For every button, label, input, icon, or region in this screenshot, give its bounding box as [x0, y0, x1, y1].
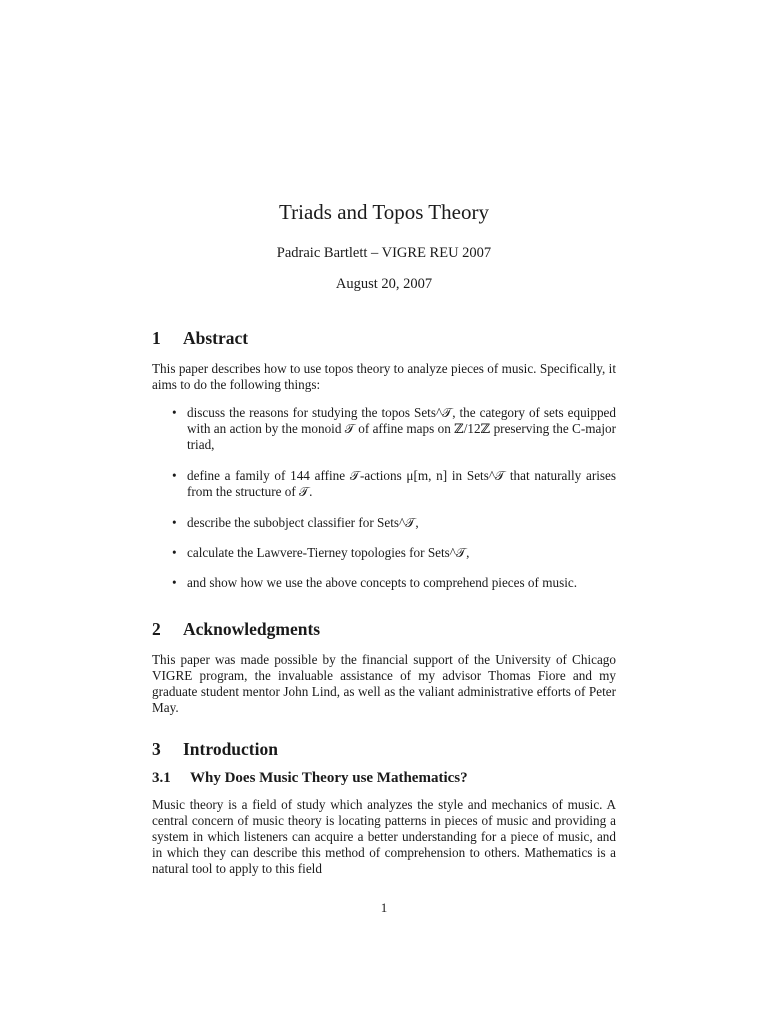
section-title: Introduction [183, 739, 278, 759]
section-heading-acknowledgments [152, 619, 616, 640]
paper-title: Triads and Topos Theory [279, 200, 489, 224]
list-item-text: describe the subobject classifier for Sets^𝒯, [187, 515, 419, 530]
list-item [152, 575, 616, 591]
abstract-intro [152, 361, 616, 393]
bullet-marker: • [172, 405, 177, 420]
paper-date: August 20, 2007 [335, 276, 433, 292]
paper-author: Padraic Bartlett – VIGRE REU 2007 [276, 245, 492, 261]
abstract-intro-text: This paper describes how to use topos theory to analyze pieces of music. Specifically, it aims to do the following things: [152, 361, 616, 392]
list-item [152, 468, 616, 500]
section-number: 3 [152, 739, 161, 759]
acknowledgments-text: This paper was made possible by the financial support of the University of Chicago VIGRE program, the invaluable assistance of my advisor Thomas Fiore and my graduate student mentor John Lind, as well as the valiant administrative efforts of Peter May. [152, 652, 616, 715]
title-block [0, 200, 768, 293]
section-heading-introduction [152, 739, 616, 760]
page-number: 1 [380, 900, 388, 915]
bullet-marker: • [172, 515, 177, 530]
section-number: 1 [152, 328, 161, 348]
bullet-marker: • [172, 575, 177, 590]
list-item-text: discuss the reasons for studying the topos Sets^𝒯, the category of sets equipped with an action by the monoid 𝒯 of affine maps on ℤ/12ℤ preserving the C-major triad, [187, 405, 616, 452]
section-number: 2 [152, 619, 161, 639]
section-title: Acknowledgments [183, 619, 321, 639]
list-item [152, 405, 616, 453]
introduction-text: Music theory is a field of study which analyzes the style and mechanics of music. A central concern of music theory is locating patterns in pieces of music and providing a system in which listeners can acquire a better understanding for a piece of music, and in which they can describe this method of comprehension to others. Mathematics is a natural tool to apply to this field [152, 797, 616, 876]
section-heading-abstract [152, 328, 616, 349]
acknowledgments-body [152, 652, 616, 716]
list-item [152, 515, 616, 531]
list-item [152, 545, 616, 561]
list-item-text: calculate the Lawvere-Tierney topologies for Sets^𝒯, [187, 545, 470, 560]
bullet-marker: • [172, 468, 177, 483]
section-title: Abstract [183, 328, 249, 348]
list-item-text: and show how we use the above concepts to comprehend pieces of music. [187, 575, 578, 590]
abstract-bullet-list [152, 405, 616, 591]
bullet-marker: • [172, 545, 177, 560]
introduction-body [152, 797, 616, 877]
subsection-heading [152, 770, 616, 787]
subsection-number: 3.1 [152, 770, 171, 786]
list-item-text: define a family of 144 affine 𝒯-actions μ[m, n] in Sets^𝒯 that naturally arises from the structure of 𝒯. [187, 468, 616, 499]
subsection-title: Why Does Music Theory use Mathematics? [190, 770, 468, 786]
